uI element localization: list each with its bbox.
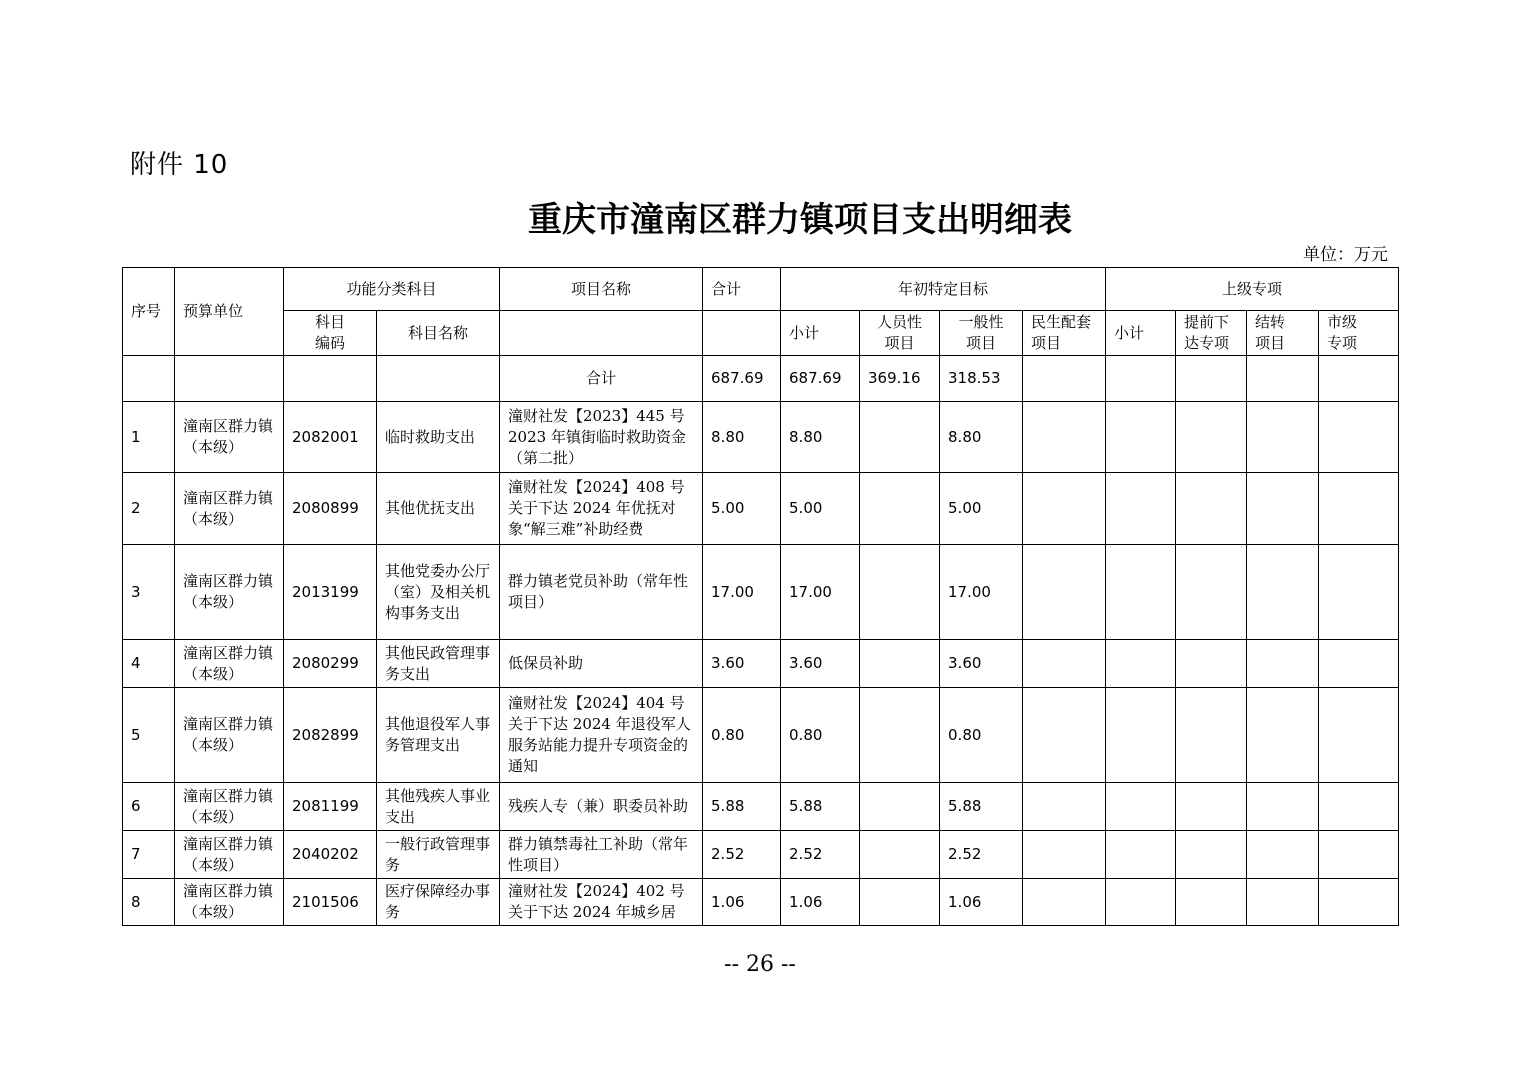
cell-sp-subtotal: 5.88 [781,783,860,831]
table-row [123,545,1399,640]
total-cell-blank [123,356,175,402]
header-up-carryover: 结转 项目 [1247,311,1319,356]
cell-up-city [1319,473,1399,545]
cell-sp-personnel [860,545,940,640]
header-seq: 序号 [123,268,175,356]
cell-up-advance [1176,402,1247,473]
cell-total: 5.88 [703,783,781,831]
cell-unit: 潼南区群力镇（本级） [175,545,284,640]
header-subject-code: 科目 编码 [284,311,377,356]
header-project-blank [500,311,703,356]
cell-seq: 2 [123,473,175,545]
cell-up-subtotal [1106,879,1176,926]
cell-up-carryover [1247,879,1319,926]
cell-subject-code: 2080899 [284,473,377,545]
header-upper-group: 上级专项 [1106,268,1399,311]
total-cell-blank [175,356,284,402]
cell-subject-name: 其他党委办公厅（室）及相关机构事务支出 [377,545,500,640]
cell-seq: 3 [123,545,175,640]
total-cell-blank [1023,356,1106,402]
cell-subject-code: 2101506 [284,879,377,926]
cell-unit: 潼南区群力镇（本级） [175,688,284,783]
expenditure-table [122,267,1399,926]
header-subject-name: 科目名称 [377,311,500,356]
cell-total: 3.60 [703,640,781,688]
cell-up-carryover [1247,545,1319,640]
total-row [123,356,1399,402]
cell-up-carryover [1247,640,1319,688]
cell-sp-subtotal: 5.00 [781,473,860,545]
cell-sp-livelihood [1023,545,1106,640]
cell-total: 0.80 [703,688,781,783]
cell-project-name: 潼财社发【2024】408 号关于下达 2024 年优抚对象“解三难”补助经费 [500,473,703,545]
table-row [123,879,1399,926]
cell-unit: 潼南区群力镇（本级） [175,831,284,879]
cell-seq: 8 [123,879,175,926]
cell-subject-name: 其他退役军人事务管理支出 [377,688,500,783]
cell-sp-subtotal: 0.80 [781,688,860,783]
cell-subject-name: 其他民政管理事务支出 [377,640,500,688]
cell-up-subtotal [1106,688,1176,783]
cell-sp-livelihood [1023,473,1106,545]
cell-total: 2.52 [703,831,781,879]
attachment-label: 附件 10 [130,150,229,180]
cell-seq: 7 [123,831,175,879]
cell-subject-name: 一般行政管理事务 [377,831,500,879]
cell-subject-name: 临时救助支出 [377,402,500,473]
cell-up-city [1319,831,1399,879]
cell-subject-name: 医疗保障经办事务 [377,879,500,926]
cell-sp-general: 5.88 [940,783,1023,831]
cell-up-advance [1176,783,1247,831]
document-title: 重庆市潼南区群力镇项目支出明细表 [528,200,1072,240]
total-cell-blank [1247,356,1319,402]
header-up-city: 市级 专项 [1319,311,1399,356]
table-row [123,831,1399,879]
header-sp-subtotal: 小计 [781,311,860,356]
cell-up-advance [1176,640,1247,688]
total-cell-blank [1176,356,1247,402]
cell-seq: 1 [123,402,175,473]
cell-up-city [1319,783,1399,831]
cell-up-advance [1176,879,1247,926]
cell-up-city [1319,879,1399,926]
cell-up-carryover [1247,402,1319,473]
cell-subject-code: 2013199 [284,545,377,640]
cell-unit: 潼南区群力镇（本级） [175,402,284,473]
cell-up-subtotal [1106,473,1176,545]
cell-sp-livelihood [1023,831,1106,879]
header-sp-general: 一般性 项目 [940,311,1023,356]
cell-sp-livelihood [1023,879,1106,926]
cell-sp-personnel [860,688,940,783]
cell-seq: 6 [123,783,175,831]
cell-project-name: 潼财社发【2023】445 号 2023 年镇街临时救助资金（第二批） [500,402,703,473]
cell-sp-subtotal: 2.52 [781,831,860,879]
total-label: 合计 [500,356,703,402]
total-sp-general: 318.53 [940,356,1023,402]
cell-sp-general: 8.80 [940,402,1023,473]
cell-up-city [1319,688,1399,783]
cell-sp-subtotal: 17.00 [781,545,860,640]
table-row [123,402,1399,473]
cell-subject-code: 2080299 [284,640,377,688]
cell-sp-general: 0.80 [940,688,1023,783]
cell-subject-name: 其他优抚支出 [377,473,500,545]
cell-sp-personnel [860,879,940,926]
cell-sp-personnel [860,640,940,688]
cell-up-carryover [1247,783,1319,831]
cell-unit: 潼南区群力镇（本级） [175,879,284,926]
cell-subject-name: 其他残疾人事业支出 [377,783,500,831]
cell-sp-general: 17.00 [940,545,1023,640]
cell-total: 17.00 [703,545,781,640]
table-row [123,688,1399,783]
cell-up-subtotal [1106,545,1176,640]
cell-up-carryover [1247,473,1319,545]
cell-unit: 潼南区群力镇（本级） [175,783,284,831]
cell-sp-livelihood [1023,783,1106,831]
cell-project-name: 低保员补助 [500,640,703,688]
header-sp-personnel: 人员性 项目 [860,311,940,356]
cell-up-advance [1176,473,1247,545]
cell-up-city [1319,402,1399,473]
header-up-advance: 提前下 达专项 [1176,311,1247,356]
cell-subject-code: 2082001 [284,402,377,473]
header-up-subtotal: 小计 [1106,311,1176,356]
cell-sp-personnel [860,402,940,473]
cell-project-name: 群力镇禁毒社工补助（常年性项目） [500,831,703,879]
cell-sp-livelihood [1023,640,1106,688]
cell-subject-code: 2082899 [284,688,377,783]
cell-up-subtotal [1106,402,1176,473]
cell-up-subtotal [1106,783,1176,831]
header-sp-livelihood: 民生配套 项目 [1023,311,1106,356]
cell-sp-general: 3.60 [940,640,1023,688]
cell-total: 1.06 [703,879,781,926]
header-total-blank [703,311,781,356]
cell-up-city [1319,640,1399,688]
header-total: 合计 [703,268,781,311]
cell-project-name: 潼财社发【2024】404 号关于下达 2024 年退役军人服务站能力提升专项资金的通知 [500,688,703,783]
cell-project-name: 群力镇老党员补助（常年性项目） [500,545,703,640]
total-cell-blank [1319,356,1399,402]
total-cell-blank [1106,356,1176,402]
cell-sp-general: 2.52 [940,831,1023,879]
cell-sp-livelihood [1023,402,1106,473]
cell-up-city [1319,545,1399,640]
total-value: 687.69 [703,356,781,402]
cell-up-subtotal [1106,831,1176,879]
header-special-group: 年初特定目标 [781,268,1106,311]
cell-sp-livelihood [1023,688,1106,783]
page-number: -- 26 -- [724,952,796,977]
table-row [123,473,1399,545]
cell-sp-general: 5.00 [940,473,1023,545]
cell-up-advance [1176,688,1247,783]
header-function-group: 功能分类科目 [284,268,500,311]
cell-total: 8.80 [703,402,781,473]
cell-sp-personnel [860,783,940,831]
cell-total: 5.00 [703,473,781,545]
cell-unit: 潼南区群力镇（本级） [175,473,284,545]
total-cell-blank [377,356,500,402]
table-row [123,783,1399,831]
unit-label: 单位：万元 [1303,245,1388,265]
cell-up-subtotal [1106,640,1176,688]
cell-up-carryover [1247,688,1319,783]
total-cell-blank [284,356,377,402]
cell-sp-personnel [860,831,940,879]
header-row-1 [123,268,1399,311]
cell-sp-personnel [860,473,940,545]
header-unit: 预算单位 [175,268,284,356]
header-project-name: 项目名称 [500,268,703,311]
cell-subject-code: 2081199 [284,783,377,831]
cell-seq: 5 [123,688,175,783]
header-row-2 [123,311,1399,356]
cell-up-advance [1176,545,1247,640]
total-sp-personnel: 369.16 [860,356,940,402]
cell-project-name: 残疾人专（兼）职委员补助 [500,783,703,831]
table-row [123,640,1399,688]
cell-sp-general: 1.06 [940,879,1023,926]
cell-subject-code: 2040202 [284,831,377,879]
cell-up-advance [1176,831,1247,879]
cell-unit: 潼南区群力镇（本级） [175,640,284,688]
cell-sp-subtotal: 8.80 [781,402,860,473]
cell-sp-subtotal: 3.60 [781,640,860,688]
cell-project-name: 潼财社发【2024】402 号关于下达 2024 年城乡居 [500,879,703,926]
cell-up-carryover [1247,831,1319,879]
total-sp-subtotal: 687.69 [781,356,860,402]
cell-sp-subtotal: 1.06 [781,879,860,926]
cell-seq: 4 [123,640,175,688]
